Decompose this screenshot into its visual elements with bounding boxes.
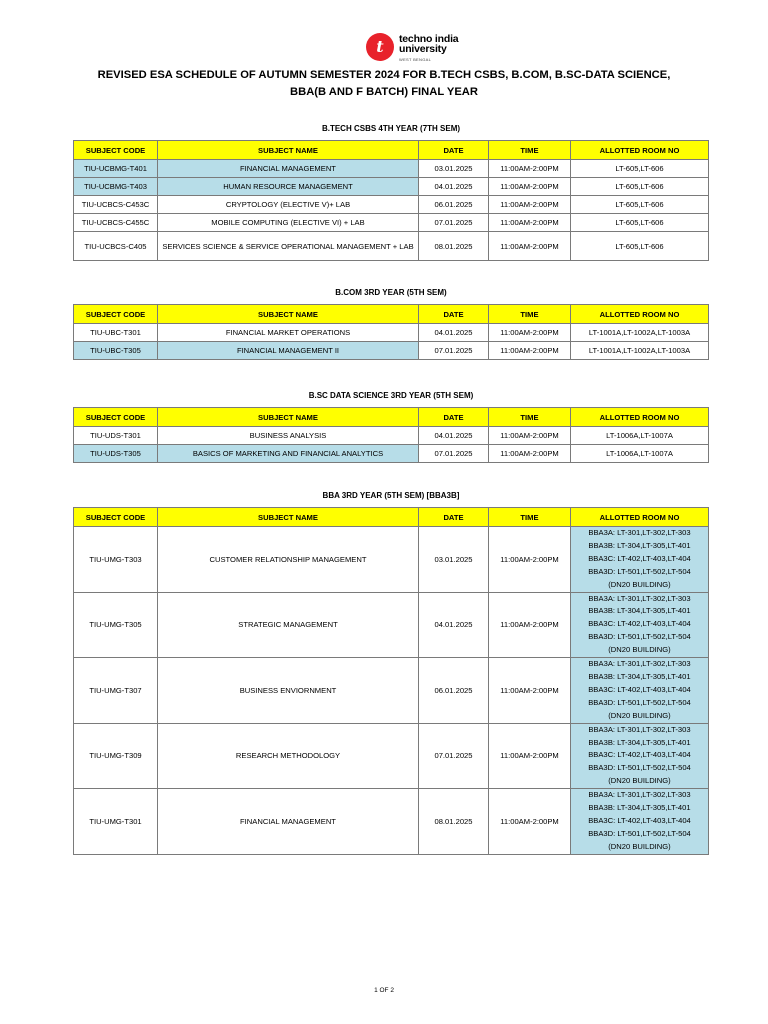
room-no: LT-1006A,LT-1007A	[571, 445, 709, 463]
subject-code: TIU-UCBCS-C455C	[74, 214, 158, 232]
room-line: BBA3B: LT-304,LT-305,LT-401	[588, 540, 691, 550]
subject-name: SERVICES SCIENCE & SERVICE OPERATIONAL MANAGEMENT + LAB	[158, 232, 419, 261]
subject-name: BUSINESS ENVIORNMENT	[158, 658, 419, 724]
subject-name: STRATEGIC MANAGEMENT	[158, 592, 419, 658]
room-line: BBA3A: LT-301,LT-302,LT-303	[588, 593, 691, 603]
exam-time: 11:00AM-2:00PM	[489, 178, 571, 196]
room-line: BBA3A: LT-301,LT-302,LT-303	[588, 790, 691, 800]
exam-time: 11:00AM-2:00PM	[489, 232, 571, 261]
exam-time: 11:00AM-2:00PM	[489, 592, 571, 658]
room-line: BBA3D: LT-501,LT-502,LT-504	[588, 632, 691, 642]
room-no: LT-605,LT-606	[571, 196, 709, 214]
section-title-bsc: B.SC DATA SCIENCE 3RD YEAR (5TH SEM)	[308, 391, 474, 400]
header-room: ALLOTTED ROOM NO	[571, 508, 709, 527]
header-time: TIME	[489, 408, 571, 427]
table-row	[74, 527, 709, 593]
table-row	[74, 427, 709, 445]
exam-time: 11:00AM-2:00PM	[489, 658, 571, 724]
logo-line1: techno india	[399, 33, 459, 45]
exam-time: 11:00AM-2:00PM	[489, 196, 571, 214]
header-room: ALLOTTED ROOM NO	[571, 408, 709, 427]
subject-name: FINANCIAL MANAGEMENT II	[158, 342, 419, 360]
exam-time: 11:00AM-2:00PM	[489, 445, 571, 463]
header-subject-name: SUBJECT NAME	[158, 141, 419, 160]
exam-date: 06.01.2025	[419, 658, 489, 724]
room-line: BBA3B: LT-304,LT-305,LT-401	[588, 671, 691, 681]
header-subject-name: SUBJECT NAME	[158, 408, 419, 427]
table-header-row	[74, 305, 709, 324]
table-row	[74, 214, 709, 232]
table-row	[74, 342, 709, 360]
logo-subtitle: WEST BENGAL	[399, 57, 432, 62]
logo-line2: university	[399, 43, 447, 55]
header-date: DATE	[419, 141, 489, 160]
room-no	[571, 723, 709, 789]
table-row	[74, 658, 709, 724]
room-line: BBA3D: LT-501,LT-502,LT-504	[588, 763, 691, 773]
room-no: LT-1001A,LT-1002A,LT-1003A	[571, 324, 709, 342]
page-number: 1 OF 2	[374, 987, 394, 994]
room-line: (DN20 BUILDING)	[608, 579, 671, 589]
room-line: BBA3D: LT-501,LT-502,LT-504	[588, 828, 691, 838]
room-no: LT-1001A,LT-1002A,LT-1003A	[571, 342, 709, 360]
table-row	[74, 232, 709, 261]
room-line: BBA3B: LT-304,LT-305,LT-401	[588, 803, 691, 813]
section-title-bcom: B.COM 3RD YEAR (5TH SEM)	[335, 288, 447, 297]
subject-code: TIU-UCBMG-T403	[74, 178, 158, 196]
room-line: BBA3D: LT-501,LT-502,LT-504	[588, 697, 691, 707]
room-line: (DN20 BUILDING)	[608, 710, 671, 720]
subject-name: FINANCIAL MARKET OPERATIONS	[158, 324, 419, 342]
subject-name: HUMAN RESOURCE MANAGEMENT	[158, 178, 419, 196]
room-no	[571, 527, 709, 593]
exam-date: 07.01.2025	[419, 723, 489, 789]
room-line: BBA3A: LT-301,LT-302,LT-303	[588, 659, 691, 669]
room-line: (DN20 BUILDING)	[608, 776, 671, 786]
room-line: (DN20 BUILDING)	[608, 645, 671, 655]
exam-date: 04.01.2025	[419, 592, 489, 658]
header-subject-name: SUBJECT NAME	[158, 508, 419, 527]
room-no	[571, 592, 709, 658]
table-row	[74, 160, 709, 178]
subject-name: CUSTOMER RELATIONSHIP MANAGEMENT	[158, 527, 419, 593]
subject-name: FINANCIAL MANAGEMENT	[158, 789, 419, 855]
exam-date: 07.01.2025	[419, 214, 489, 232]
subject-name: BUSINESS ANALYSIS	[158, 427, 419, 445]
exam-time: 11:00AM-2:00PM	[489, 214, 571, 232]
room-line: BBA3C: LT-402,LT-403,LT-404	[588, 553, 691, 563]
room-line: BBA3B: LT-304,LT-305,LT-401	[588, 606, 691, 616]
document-title-line2: BBA(B AND F BATCH) FINAL YEAR	[290, 86, 478, 98]
exam-date: 03.01.2025	[419, 160, 489, 178]
header-subject-code: SUBJECT CODE	[74, 508, 158, 527]
subject-name: RESEARCH METHODOLOGY	[158, 723, 419, 789]
room-line: BBA3D: LT-501,LT-502,LT-504	[588, 566, 691, 576]
exam-date: 04.01.2025	[419, 427, 489, 445]
exam-time: 11:00AM-2:00PM	[489, 527, 571, 593]
logo-mark-icon: t	[366, 33, 394, 61]
exam-time: 11:00AM-2:00PM	[489, 160, 571, 178]
header-date: DATE	[419, 508, 489, 527]
table-row	[74, 178, 709, 196]
room-line: BBA3C: LT-402,LT-403,LT-404	[588, 815, 691, 825]
table-header-row	[74, 141, 709, 160]
subject-name: MOBILE COMPUTING (ELECTIVE VI) + LAB	[158, 214, 419, 232]
room-line: BBA3C: LT-402,LT-403,LT-404	[588, 750, 691, 760]
section-title-bba: BBA 3RD YEAR (5TH SEM) [BBA3B]	[322, 491, 460, 500]
exam-date: 07.01.2025	[419, 342, 489, 360]
table-row	[74, 592, 709, 658]
table-row	[74, 324, 709, 342]
exam-time: 11:00AM-2:00PM	[489, 789, 571, 855]
room-no: LT-605,LT-606	[571, 160, 709, 178]
exam-time: 11:00AM-2:00PM	[489, 427, 571, 445]
section-title-btech: B.TECH CSBS 4TH YEAR (7TH SEM)	[321, 124, 461, 133]
subject-code: TIU-UCBCS-C405	[74, 232, 158, 261]
exam-time: 11:00AM-2:00PM	[489, 723, 571, 789]
table-header-row	[74, 508, 709, 527]
subject-code: TIU-UCBMG-T401	[74, 160, 158, 178]
table-row	[74, 789, 709, 855]
university-logo	[366, 31, 476, 67]
logo-name	[399, 34, 458, 54]
schedule-table-bcom	[73, 304, 709, 360]
header-room: ALLOTTED ROOM NO	[571, 305, 709, 324]
room-no: LT-1006A,LT-1007A	[571, 427, 709, 445]
schedule-table-bba	[73, 507, 709, 855]
subject-code: TIU-UMG-T305	[74, 592, 158, 658]
room-no	[571, 658, 709, 724]
room-line: BBA3B: LT-304,LT-305,LT-401	[588, 737, 691, 747]
header-subject-code: SUBJECT CODE	[74, 408, 158, 427]
subject-name: BASICS OF MARKETING AND FINANCIAL ANALYTICS	[158, 445, 419, 463]
table-header-row	[74, 408, 709, 427]
header-time: TIME	[489, 141, 571, 160]
exam-date: 04.01.2025	[419, 178, 489, 196]
document-title	[60, 67, 708, 101]
subject-code: TIU-UMG-T301	[74, 789, 158, 855]
subject-name: CRYPTOLOGY (ELECTIVE V)+ LAB	[158, 196, 419, 214]
subject-code: TIU-UDS-T305	[74, 445, 158, 463]
header-subject-code: SUBJECT CODE	[74, 141, 158, 160]
exam-date: 08.01.2025	[419, 789, 489, 855]
header-subject-name: SUBJECT NAME	[158, 305, 419, 324]
exam-date: 03.01.2025	[419, 527, 489, 593]
header-time: TIME	[489, 305, 571, 324]
table-row	[74, 445, 709, 463]
table-row	[74, 196, 709, 214]
schedule-table-bsc	[73, 407, 709, 463]
exam-date: 08.01.2025	[419, 232, 489, 261]
subject-name: FINANCIAL MANAGEMENT	[158, 160, 419, 178]
room-no: LT-605,LT-606	[571, 178, 709, 196]
subject-code: TIU-UMG-T307	[74, 658, 158, 724]
subject-code: TIU-UMG-T303	[74, 527, 158, 593]
subject-code: TIU-UDS-T301	[74, 427, 158, 445]
exam-time: 11:00AM-2:00PM	[489, 342, 571, 360]
exam-time: 11:00AM-2:00PM	[489, 324, 571, 342]
subject-code: TIU-UMG-T309	[74, 723, 158, 789]
room-no: LT-605,LT-606	[571, 214, 709, 232]
room-no: LT-605,LT-606	[571, 232, 709, 261]
schedule-table-btech	[73, 140, 709, 261]
room-line: BBA3C: LT-402,LT-403,LT-404	[588, 684, 691, 694]
header-date: DATE	[419, 408, 489, 427]
room-line: BBA3A: LT-301,LT-302,LT-303	[588, 528, 691, 537]
subject-code: TIU-UBC-T301	[74, 324, 158, 342]
room-line: (DN20 BUILDING)	[608, 841, 671, 851]
exam-date: 06.01.2025	[419, 196, 489, 214]
document-title-line1: REVISED ESA SCHEDULE OF AUTUMN SEMESTER 2024 FOR B.TECH CSBS, B.COM, B.SC-DATA SCIENCE,	[97, 69, 671, 81]
room-line: BBA3C: LT-402,LT-403,LT-404	[588, 619, 691, 629]
header-date: DATE	[419, 305, 489, 324]
table-row	[74, 723, 709, 789]
header-room: ALLOTTED ROOM NO	[571, 141, 709, 160]
room-no	[571, 789, 709, 855]
header-time: TIME	[489, 508, 571, 527]
exam-date: 04.01.2025	[419, 324, 489, 342]
exam-date: 07.01.2025	[419, 445, 489, 463]
room-line: BBA3A: LT-301,LT-302,LT-303	[588, 724, 691, 734]
subject-code: TIU-UBC-T305	[74, 342, 158, 360]
header-subject-code: SUBJECT CODE	[74, 305, 158, 324]
subject-code: TIU-UCBCS-C453C	[74, 196, 158, 214]
